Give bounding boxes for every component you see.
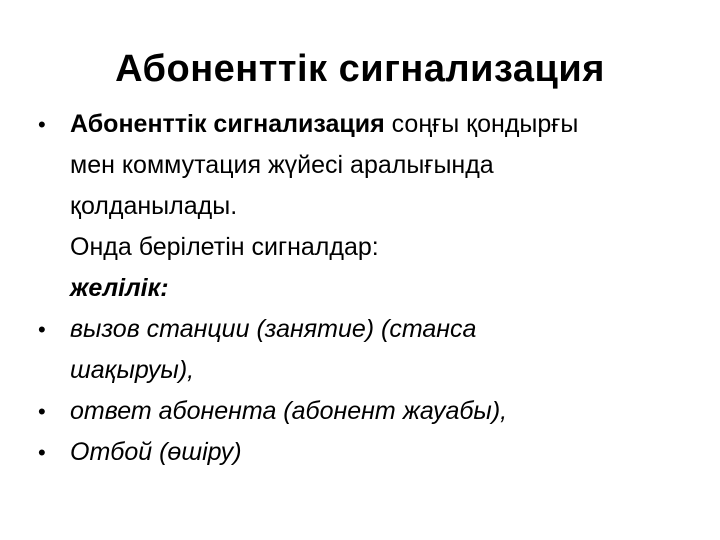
bullet-item-1-bold: Абоненттік сигнализация bbox=[70, 110, 385, 138]
bullet-item-1 bbox=[36, 104, 696, 145]
bullet-icon: • bbox=[38, 112, 46, 137]
bullet-item-2 bbox=[36, 309, 696, 350]
slide-title: Абоненттік сигнализация bbox=[115, 48, 605, 90]
bullet-item-1-text: соңғы қондырғы bbox=[384, 110, 579, 138]
bullet-item-1-continuation: мен коммутация жүйесі аралығында bbox=[70, 151, 494, 179]
bullet-item-4 bbox=[36, 432, 696, 473]
bullet-item-1-continuation: қолданылады. bbox=[70, 192, 238, 220]
bullet-item-3-text: ответ абонента (абонент жауабы), bbox=[70, 397, 508, 425]
bullet-item-4-text: Отбой (өшіру) bbox=[70, 438, 242, 466]
line-signals-label: желілік: bbox=[70, 274, 169, 302]
signals-intro: Онда берілетін сигналдар: bbox=[70, 233, 379, 261]
bullet-icon: • bbox=[38, 317, 46, 342]
bullet-item-2-text: вызов станции (занятие) (станса bbox=[70, 315, 477, 343]
bullet-item-3 bbox=[36, 391, 696, 432]
bullet-item-2-continuation: шақыруы), bbox=[70, 356, 195, 384]
slide-body bbox=[36, 104, 696, 473]
bullet-icon: • bbox=[38, 440, 46, 465]
bullet-icon: • bbox=[38, 399, 46, 424]
